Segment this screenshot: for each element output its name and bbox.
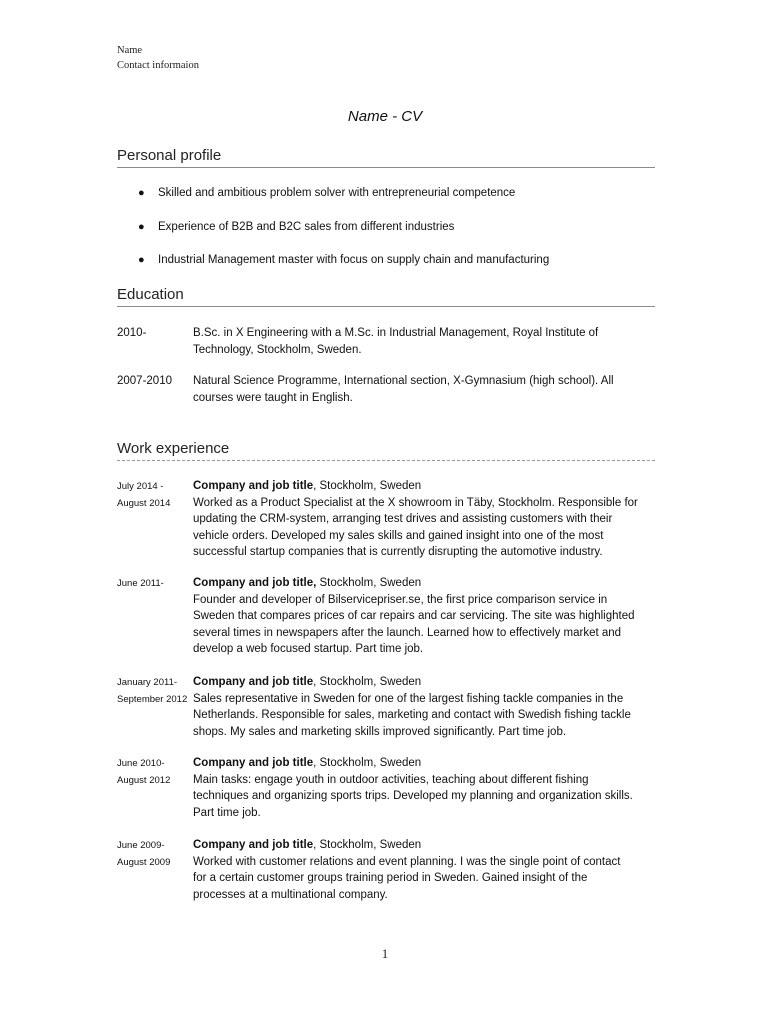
education-line: Natural Science Programme, International section, X-Gymnasium (high school). All bbox=[193, 375, 614, 387]
job-line: Main tasks: engage youth in outdoor activities, teaching about different fishing bbox=[193, 773, 589, 786]
education-description bbox=[193, 373, 648, 407]
list-item bbox=[130, 218, 650, 252]
job-title: Company and job title bbox=[193, 839, 314, 851]
education-line: courses were taught in English. bbox=[193, 392, 353, 404]
job-location: , Stockholm, Sweden bbox=[313, 757, 422, 769]
education-description bbox=[193, 325, 648, 359]
job-date-from: June 2010- bbox=[117, 758, 165, 769]
job-line: Worked as a Product Specialist at the X showroom in Täby, Stockholm. Responsible for bbox=[193, 496, 638, 509]
bullet-icon: ● bbox=[138, 187, 145, 199]
section-rule-education bbox=[117, 306, 655, 307]
education-line: B.Sc. in X Engineering with a M.Sc. in Industrial Management, Royal Institute of bbox=[193, 327, 599, 339]
job-date-from: June 2009- bbox=[117, 840, 165, 851]
profile-bullet-text: Experience of B2B and B2C sales from different industries bbox=[158, 220, 455, 233]
document-title bbox=[0, 108, 770, 125]
list-item bbox=[130, 251, 650, 285]
job-heading bbox=[193, 478, 653, 495]
job-line: several times in newspapers after the launch. Learned how to effectively market and bbox=[193, 626, 622, 639]
document-title-text: Name - CV bbox=[347, 108, 423, 125]
page-number: 1 bbox=[381, 946, 389, 961]
job-location: , Stockholm, Sweden bbox=[313, 676, 422, 688]
job-line: Netherlands. Responsible for sales, marketing and contact with Swedish fishing tackle bbox=[193, 709, 631, 721]
section-heading-education: Education bbox=[117, 286, 184, 303]
job-line: Sweden that compares prices of car repairs and car servicing. The site was highlighted bbox=[193, 610, 635, 622]
job-heading bbox=[193, 837, 653, 854]
job-line: techniques and organizing sports trips. Developed my planning and organization skills. bbox=[193, 790, 633, 802]
education-line: Technology, Stockholm, Sweden. bbox=[193, 344, 362, 356]
job-heading bbox=[193, 674, 653, 691]
job-line: Worked with customer relations and event planning. I was the single point of contact bbox=[193, 855, 621, 868]
job-line: updating the CRM-system, arranging test drives and assisting customers with their bbox=[193, 513, 613, 525]
contact-block bbox=[117, 43, 199, 73]
profile-bullet-text: Industrial Management master with focus on supply chain and manufacturing bbox=[158, 254, 550, 266]
job-body bbox=[193, 575, 653, 658]
section-heading-work-experience: Work experience bbox=[117, 440, 230, 457]
job-line: vehicle orders. Developed my sales skills and gained insight into one of the most bbox=[193, 529, 604, 542]
job-date-from: January 2011- bbox=[117, 677, 178, 688]
job-dates bbox=[117, 675, 193, 708]
profile-bullet-list bbox=[130, 184, 650, 285]
job-heading bbox=[193, 575, 653, 592]
job-line: Founder and developer of Bilservicepriser.se, the first price comparison service in bbox=[193, 593, 608, 606]
job-title: Company and job title, bbox=[193, 577, 317, 589]
job-dates bbox=[117, 479, 193, 512]
job-date-to: September 2012 bbox=[117, 693, 188, 705]
job-line: develop a web focused startup. Part time job. bbox=[193, 643, 424, 655]
education-year: 2010- bbox=[117, 327, 147, 339]
job-date-to: August 2012 bbox=[117, 774, 171, 786]
job-location: Stockholm, Sweden bbox=[316, 577, 422, 589]
job-line: shops. My sales and marketing skills improved significantly. Part time job. bbox=[193, 725, 567, 738]
job-line: Sales representative in Sweden for one of the largest fishing tackle companies in the bbox=[193, 692, 624, 705]
job-line: Part time job. bbox=[193, 806, 261, 819]
job-dates bbox=[117, 838, 193, 871]
bullet-icon: ● bbox=[138, 220, 145, 233]
bullet-icon: ● bbox=[138, 254, 145, 266]
section-rule-work bbox=[117, 460, 655, 461]
job-dates bbox=[117, 756, 193, 789]
job-line: successful startup companies that is currently disrupting the automotive industry. bbox=[193, 546, 603, 558]
section-heading-personal-profile: Personal profile bbox=[117, 147, 222, 164]
job-body bbox=[193, 478, 653, 561]
job-title: Company and job title bbox=[193, 480, 314, 492]
job-line: processes at a multinational company. bbox=[193, 888, 388, 901]
job-date-from: June 2011- bbox=[117, 578, 164, 589]
job-dates bbox=[117, 576, 193, 593]
job-body bbox=[193, 674, 653, 740]
job-title: Company and job title bbox=[193, 676, 314, 688]
job-date-from: July 2014 - bbox=[117, 481, 164, 492]
job-location: , Stockholm, Sweden bbox=[313, 480, 422, 492]
job-line: for a certain customer groups training period in Sweden. Gained insight of the bbox=[193, 872, 588, 884]
job-location: , Stockholm, Sweden bbox=[313, 839, 422, 851]
job-body bbox=[193, 837, 653, 903]
job-body bbox=[193, 755, 653, 821]
job-date-to: August 2014 bbox=[117, 497, 171, 509]
job-date-to: August 2009 bbox=[117, 856, 171, 868]
list-item bbox=[130, 184, 650, 218]
section-rule-profile bbox=[117, 167, 655, 168]
contact-name: Name bbox=[117, 45, 143, 56]
profile-bullet-text: Skilled and ambitious problem solver with entrepreneurial competence bbox=[158, 187, 516, 199]
contact-information: Contact informaion bbox=[117, 60, 199, 71]
education-year: 2007-2010 bbox=[117, 375, 172, 387]
job-heading bbox=[193, 755, 653, 772]
job-title: Company and job title bbox=[193, 757, 314, 769]
